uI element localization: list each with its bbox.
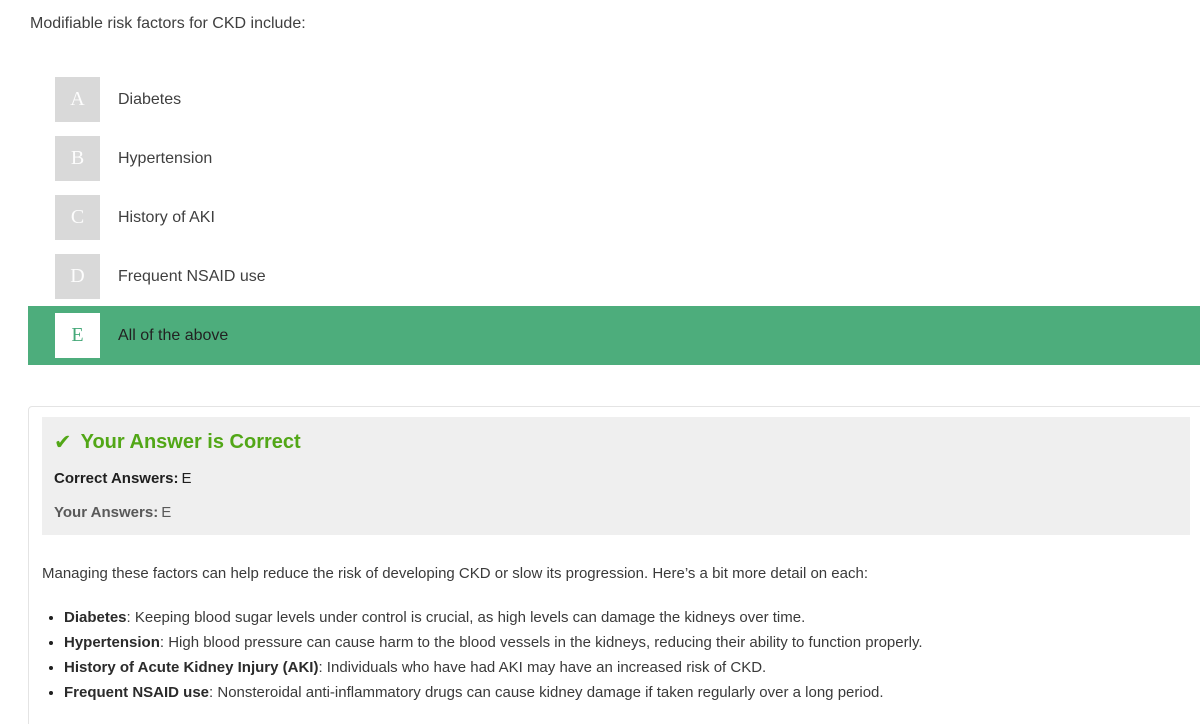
option-letter-badge: D (55, 254, 100, 299)
correct-answers-value: E (181, 470, 192, 487)
option-letter-badge: B (55, 136, 100, 181)
explanation-bullet (64, 655, 1190, 680)
bullet-text: : Keeping blood sugar levels under control is crucial, as high levels can damage the kidneys over time. (126, 609, 806, 626)
bullet-term: Frequent NSAID use (64, 684, 210, 701)
explanation-intro: Managing these factors can help reduce the risk of developing CKD or slow its progression. Here’s a bit more detail on each: (42, 565, 868, 582)
explanation-bullet (64, 630, 1190, 655)
option-letter-badge: E (55, 313, 100, 358)
options-list (28, 70, 1200, 365)
result-heading-text: Your Answer is Correct (80, 431, 301, 453)
option-row-a[interactable] (28, 70, 1200, 129)
option-label: Hypertension (118, 149, 213, 167)
explanation-list (42, 605, 1190, 705)
your-answers-line (54, 504, 1174, 521)
explanation-bullet (64, 680, 1190, 705)
option-row-c[interactable] (28, 188, 1200, 247)
question-text: Modifiable risk factors for CKD include: (30, 15, 306, 32)
your-answers-label: Your Answers: (54, 504, 159, 521)
bullet-term: Diabetes (64, 609, 127, 626)
option-letter-badge: A (55, 77, 100, 122)
explanation-bullet (64, 605, 1190, 630)
option-letter-badge: C (55, 195, 100, 240)
result-box (42, 417, 1190, 535)
bullet-text: : High blood pressure can cause harm to the blood vessels in the kidneys, reducing their ability to function properly. (159, 634, 923, 651)
option-label: Frequent NSAID use (118, 267, 266, 285)
correct-answers-label: Correct Answers: (54, 470, 179, 487)
option-label: Diabetes (118, 90, 182, 108)
bullet-term: History of Acute Kidney Injury (AKI) (64, 659, 319, 676)
check-icon: ✔ (54, 431, 72, 454)
option-row-b[interactable] (28, 129, 1200, 188)
option-row-d[interactable] (28, 247, 1200, 306)
bullet-term: Hypertension (64, 634, 160, 651)
correct-answers-line (54, 470, 1174, 487)
option-row-e-selected[interactable] (28, 306, 1200, 365)
option-label: All of the above (118, 326, 229, 344)
option-label: History of AKI (118, 208, 215, 226)
result-heading (54, 430, 1174, 455)
your-answers-value: E (161, 504, 172, 521)
result-panel (28, 406, 1200, 724)
bullet-text: : Individuals who have had AKI may have an increased risk of CKD. (318, 659, 767, 676)
bullet-text: : Nonsteroidal anti-inflammatory drugs can cause kidney damage if taken regularly over a long period. (209, 684, 884, 701)
